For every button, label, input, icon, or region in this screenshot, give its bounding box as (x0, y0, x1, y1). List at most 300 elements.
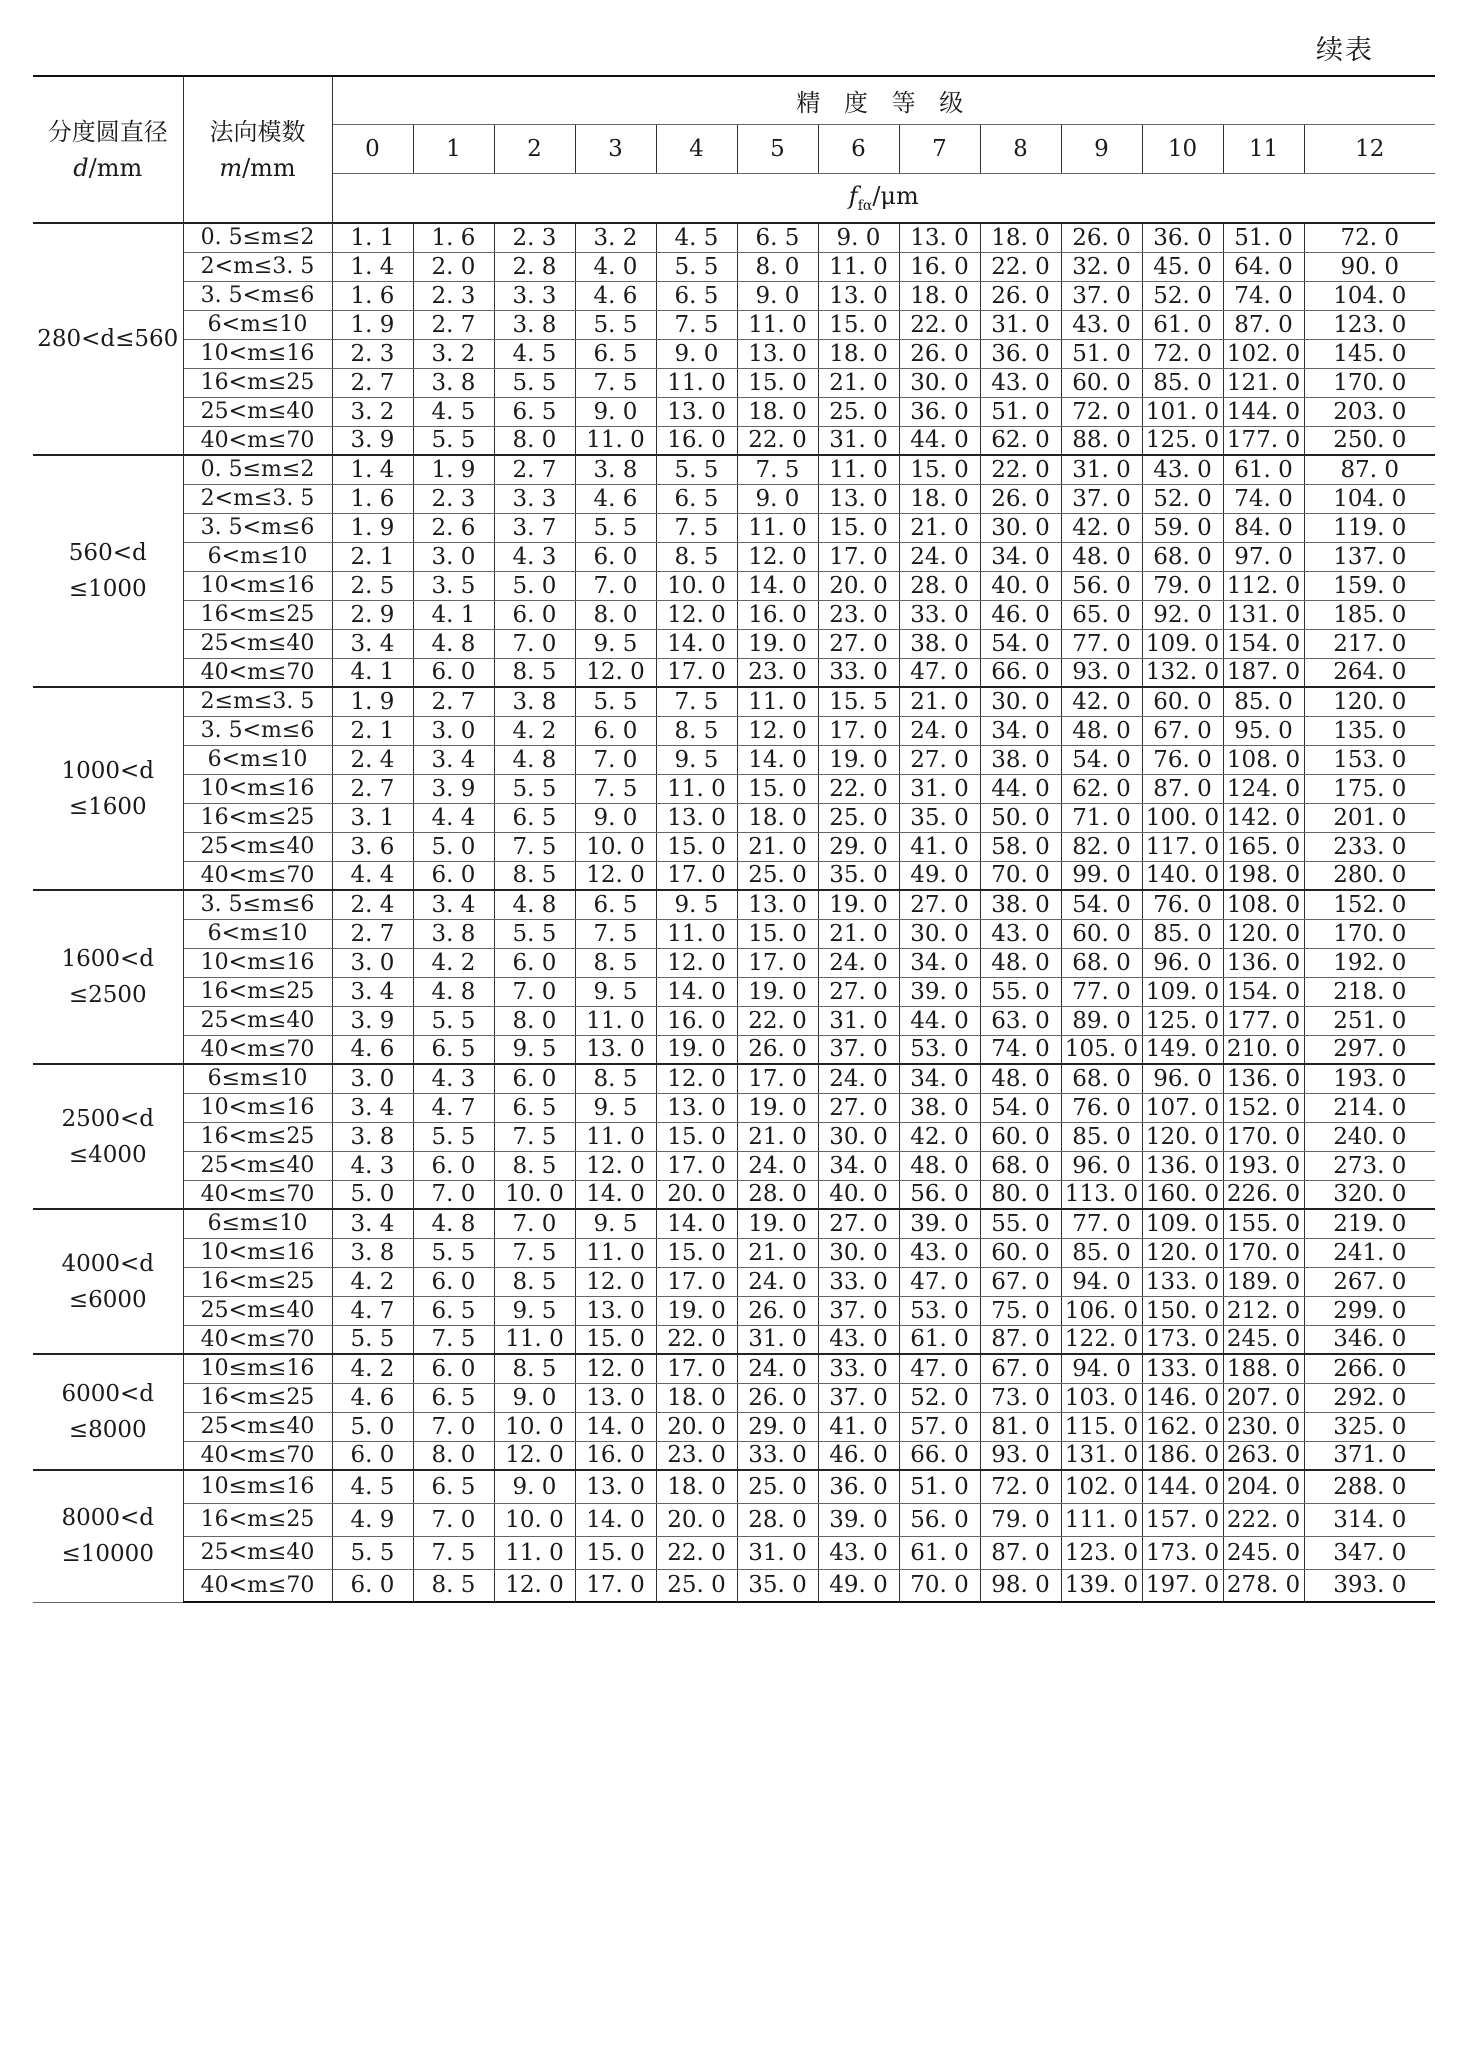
value-cell-grade-5: 11. 0 (737, 310, 818, 339)
table-row (33, 1325, 1435, 1354)
value-cell-grade-0: 1. 6 (332, 281, 413, 310)
table-row (33, 571, 1435, 600)
value-cell-grade-11: 108. 0 (1223, 890, 1304, 919)
table-row (33, 774, 1435, 803)
value-cell-grade-8: 62. 0 (980, 426, 1061, 455)
value-cell-grade-3: 17. 0 (575, 1569, 656, 1602)
table-row (33, 977, 1435, 1006)
value-cell-grade-6: 27. 0 (818, 1093, 899, 1122)
value-cell-grade-10: 109. 0 (1142, 977, 1223, 1006)
value-cell-grade-10: 96. 0 (1142, 1064, 1223, 1093)
value-cell-grade-7: 15. 0 (899, 455, 980, 484)
value-cell-grade-0: 5. 0 (332, 1180, 413, 1209)
grade-header-9: 9 (1061, 125, 1142, 174)
value-cell-grade-9: 96. 0 (1061, 1151, 1142, 1180)
value-cell-grade-7: 33. 0 (899, 600, 980, 629)
table-row (33, 1151, 1435, 1180)
value-cell-grade-11: 188. 0 (1223, 1354, 1304, 1383)
module-range-cell: 25<m≤40 (183, 1296, 332, 1325)
value-cell-grade-6: 19. 0 (818, 890, 899, 919)
value-cell-grade-1: 3. 2 (413, 339, 494, 368)
value-cell-grade-6: 21. 0 (818, 368, 899, 397)
value-cell-grade-10: 136. 0 (1142, 1151, 1223, 1180)
value-cell-grade-0: 2. 3 (332, 339, 413, 368)
value-cell-grade-4: 22. 0 (656, 1325, 737, 1354)
value-cell-grade-12: 217. 0 (1304, 629, 1435, 658)
diameter-header (33, 76, 183, 223)
value-cell-grade-1: 3. 5 (413, 571, 494, 600)
table-row (33, 368, 1435, 397)
value-cell-grade-2: 10. 0 (494, 1180, 575, 1209)
value-cell-grade-10: 173. 0 (1142, 1536, 1223, 1569)
value-cell-grade-12: 233. 0 (1304, 832, 1435, 861)
module-range-cell: 3. 5<m≤6 (183, 281, 332, 310)
value-cell-grade-8: 30. 0 (980, 513, 1061, 542)
value-cell-grade-8: 34. 0 (980, 716, 1061, 745)
value-cell-grade-6: 15. 0 (818, 513, 899, 542)
value-cell-grade-2: 2. 7 (494, 455, 575, 484)
value-cell-grade-7: 48. 0 (899, 1151, 980, 1180)
value-cell-grade-9: 77. 0 (1061, 977, 1142, 1006)
value-cell-grade-11: 226. 0 (1223, 1180, 1304, 1209)
value-cell-grade-4: 14. 0 (656, 1209, 737, 1238)
value-cell-grade-10: 76. 0 (1142, 890, 1223, 919)
value-cell-grade-5: 14. 0 (737, 571, 818, 600)
value-cell-grade-9: 56. 0 (1061, 571, 1142, 600)
value-cell-grade-12: 264. 0 (1304, 658, 1435, 687)
value-cell-grade-9: 77. 0 (1061, 629, 1142, 658)
value-cell-grade-11: 170. 0 (1223, 1238, 1304, 1267)
value-cell-grade-1: 3. 8 (413, 368, 494, 397)
value-cell-grade-3: 9. 5 (575, 629, 656, 658)
value-cell-grade-8: 54. 0 (980, 1093, 1061, 1122)
value-cell-grade-2: 6. 0 (494, 1064, 575, 1093)
diameter-range-line: ≤8000 (68, 1417, 147, 1443)
value-cell-grade-5: 18. 0 (737, 397, 818, 426)
value-cell-grade-1: 4. 2 (413, 948, 494, 977)
value-cell-grade-12: 72. 0 (1304, 223, 1435, 252)
value-cell-grade-4: 6. 5 (656, 281, 737, 310)
table-row (33, 1296, 1435, 1325)
header-row-1 (33, 76, 1435, 125)
value-cell-grade-12: 214. 0 (1304, 1093, 1435, 1122)
module-header (183, 76, 332, 223)
value-cell-grade-3: 4. 6 (575, 484, 656, 513)
value-cell-grade-6: 11. 0 (818, 252, 899, 281)
module-range-cell: 40<m≤70 (183, 658, 332, 687)
value-cell-grade-9: 77. 0 (1061, 1209, 1142, 1238)
value-cell-grade-7: 66. 0 (899, 1441, 980, 1470)
value-cell-grade-7: 61. 0 (899, 1325, 980, 1354)
value-cell-grade-11: 152. 0 (1223, 1093, 1304, 1122)
value-cell-grade-2: 3. 8 (494, 687, 575, 716)
value-cell-grade-3: 6. 0 (575, 716, 656, 745)
value-cell-grade-11: 61. 0 (1223, 455, 1304, 484)
value-cell-grade-11: 136. 0 (1223, 948, 1304, 977)
value-cell-grade-2: 6. 5 (494, 1093, 575, 1122)
value-cell-grade-2: 3. 7 (494, 513, 575, 542)
value-cell-grade-5: 28. 0 (737, 1180, 818, 1209)
value-cell-grade-0: 3. 6 (332, 832, 413, 861)
value-cell-grade-9: 65. 0 (1061, 600, 1142, 629)
value-cell-grade-3: 5. 5 (575, 513, 656, 542)
value-cell-grade-9: 115. 0 (1061, 1412, 1142, 1441)
value-cell-grade-4: 7. 5 (656, 687, 737, 716)
value-cell-grade-7: 44. 0 (899, 1006, 980, 1035)
value-cell-grade-0: 4. 7 (332, 1296, 413, 1325)
value-cell-grade-6: 9. 0 (818, 223, 899, 252)
value-cell-grade-12: 288. 0 (1304, 1470, 1435, 1503)
value-cell-grade-10: 120. 0 (1142, 1238, 1223, 1267)
value-cell-grade-8: 67. 0 (980, 1354, 1061, 1383)
value-cell-grade-9: 42. 0 (1061, 687, 1142, 716)
table-row (33, 1569, 1435, 1602)
diameter-range-line: 4000<d (61, 1250, 155, 1277)
value-cell-grade-10: 76. 0 (1142, 745, 1223, 774)
value-cell-grade-4: 7. 5 (656, 310, 737, 339)
value-cell-grade-0: 3. 1 (332, 803, 413, 832)
value-cell-grade-7: 22. 0 (899, 310, 980, 339)
value-cell-grade-6: 11. 0 (818, 455, 899, 484)
value-cell-grade-1: 5. 0 (413, 832, 494, 861)
value-cell-grade-2: 4. 5 (494, 339, 575, 368)
value-cell-grade-9: 82. 0 (1061, 832, 1142, 861)
value-cell-grade-4: 16. 0 (656, 426, 737, 455)
value-cell-grade-11: 131. 0 (1223, 600, 1304, 629)
value-cell-grade-4: 18. 0 (656, 1470, 737, 1503)
value-cell-grade-5: 26. 0 (737, 1296, 818, 1325)
value-cell-grade-3: 12. 0 (575, 658, 656, 687)
value-cell-grade-9: 43. 0 (1061, 310, 1142, 339)
value-cell-grade-12: 90. 0 (1304, 252, 1435, 281)
module-range-cell: 40<m≤70 (183, 1325, 332, 1354)
value-cell-grade-4: 6. 5 (656, 484, 737, 513)
value-cell-grade-8: 43. 0 (980, 919, 1061, 948)
table-row (33, 1503, 1435, 1536)
value-cell-grade-11: 198. 0 (1223, 861, 1304, 890)
value-cell-grade-2: 3. 3 (494, 281, 575, 310)
diameter-range-cell (33, 1354, 183, 1470)
module-range-cell: 16<m≤25 (183, 368, 332, 397)
value-cell-grade-9: 48. 0 (1061, 542, 1142, 571)
value-cell-grade-11: 210. 0 (1223, 1035, 1304, 1064)
diameter-range-line: 8000<d (61, 1505, 155, 1532)
value-cell-grade-12: 393. 0 (1304, 1569, 1435, 1602)
value-cell-grade-2: 4. 3 (494, 542, 575, 571)
value-cell-grade-3: 4. 0 (575, 252, 656, 281)
value-cell-grade-2: 4. 8 (494, 745, 575, 774)
value-cell-grade-6: 17. 0 (818, 542, 899, 571)
value-cell-grade-11: 51. 0 (1223, 223, 1304, 252)
value-cell-grade-8: 43. 0 (980, 368, 1061, 397)
module-range-cell: 25<m≤40 (183, 1536, 332, 1569)
value-cell-grade-7: 24. 0 (899, 542, 980, 571)
value-cell-grade-8: 22. 0 (980, 455, 1061, 484)
value-cell-grade-10: 87. 0 (1142, 774, 1223, 803)
value-cell-grade-12: 152. 0 (1304, 890, 1435, 919)
value-cell-grade-5: 13. 0 (737, 890, 818, 919)
value-cell-grade-2: 9. 0 (494, 1383, 575, 1412)
value-cell-grade-9: 37. 0 (1061, 484, 1142, 513)
module-range-cell: 10<m≤16 (183, 774, 332, 803)
module-range-cell: 0. 5≤m≤2 (183, 455, 332, 484)
value-cell-grade-10: 107. 0 (1142, 1093, 1223, 1122)
table-row (33, 223, 1435, 252)
value-cell-grade-6: 33. 0 (818, 658, 899, 687)
value-cell-grade-1: 6. 0 (413, 1354, 494, 1383)
value-cell-grade-11: 120. 0 (1223, 919, 1304, 948)
value-cell-grade-6: 23. 0 (818, 600, 899, 629)
value-cell-grade-5: 23. 0 (737, 658, 818, 687)
value-cell-grade-10: 125. 0 (1142, 1006, 1223, 1035)
value-cell-grade-3: 12. 0 (575, 1151, 656, 1180)
table-row (33, 1093, 1435, 1122)
value-cell-grade-0: 2. 7 (332, 919, 413, 948)
table-row (33, 542, 1435, 571)
value-cell-grade-4: 22. 0 (656, 1536, 737, 1569)
value-cell-grade-11: 136. 0 (1223, 1064, 1304, 1093)
value-cell-grade-7: 56. 0 (899, 1180, 980, 1209)
value-cell-grade-2: 8. 5 (494, 861, 575, 890)
value-cell-grade-1: 3. 4 (413, 890, 494, 919)
value-cell-grade-10: 85. 0 (1142, 368, 1223, 397)
table-row (33, 861, 1435, 890)
value-cell-grade-0: 1. 4 (332, 455, 413, 484)
value-cell-grade-8: 22. 0 (980, 252, 1061, 281)
module-range-cell: 40<m≤70 (183, 1035, 332, 1064)
value-cell-grade-12: 346. 0 (1304, 1325, 1435, 1354)
value-cell-grade-5: 33. 0 (737, 1441, 818, 1470)
value-cell-grade-0: 1. 1 (332, 223, 413, 252)
table-row (33, 1412, 1435, 1441)
module-range-cell: 10<m≤16 (183, 339, 332, 368)
module-range-cell: 6<m≤10 (183, 310, 332, 339)
value-cell-grade-5: 18. 0 (737, 803, 818, 832)
value-cell-grade-1: 4. 3 (413, 1064, 494, 1093)
value-cell-grade-9: 71. 0 (1061, 803, 1142, 832)
value-cell-grade-0: 3. 4 (332, 977, 413, 1006)
value-cell-grade-1: 6. 5 (413, 1383, 494, 1412)
value-cell-grade-7: 53. 0 (899, 1296, 980, 1325)
value-cell-grade-7: 35. 0 (899, 803, 980, 832)
value-cell-grade-9: 139. 0 (1061, 1569, 1142, 1602)
value-cell-grade-3: 9. 5 (575, 1093, 656, 1122)
value-cell-grade-6: 39. 0 (818, 1503, 899, 1536)
module-range-cell: 10<m≤16 (183, 571, 332, 600)
value-cell-grade-10: 72. 0 (1142, 339, 1223, 368)
value-cell-grade-3: 8. 5 (575, 1064, 656, 1093)
value-cell-grade-2: 5. 5 (494, 774, 575, 803)
value-cell-grade-5: 31. 0 (737, 1536, 818, 1569)
value-cell-grade-6: 43. 0 (818, 1325, 899, 1354)
module-range-cell: 6≤m≤10 (183, 1064, 332, 1093)
value-cell-grade-4: 14. 0 (656, 977, 737, 1006)
value-cell-grade-0: 3. 9 (332, 1006, 413, 1035)
value-cell-grade-1: 6. 0 (413, 861, 494, 890)
value-cell-grade-1: 6. 0 (413, 658, 494, 687)
value-cell-grade-8: 38. 0 (980, 745, 1061, 774)
value-cell-grade-1: 3. 0 (413, 716, 494, 745)
module-range-cell: 40<m≤70 (183, 426, 332, 455)
value-cell-grade-2: 8. 5 (494, 1151, 575, 1180)
value-cell-grade-3: 11. 0 (575, 1238, 656, 1267)
value-cell-grade-5: 19. 0 (737, 977, 818, 1006)
value-cell-grade-1: 5. 5 (413, 1006, 494, 1035)
value-cell-grade-12: 240. 0 (1304, 1122, 1435, 1151)
value-cell-grade-12: 170. 0 (1304, 919, 1435, 948)
value-cell-grade-7: 34. 0 (899, 948, 980, 977)
value-cell-grade-7: 42. 0 (899, 1122, 980, 1151)
diameter-range-line: ≤6000 (68, 1286, 147, 1313)
value-cell-grade-6: 27. 0 (818, 1209, 899, 1238)
value-cell-grade-5: 6. 5 (737, 223, 818, 252)
value-cell-grade-0: 1. 4 (332, 252, 413, 281)
value-unit-header: $f_{f\alpha}/\mu m$ (332, 174, 1435, 224)
value-cell-grade-10: 96. 0 (1142, 948, 1223, 977)
value-cell-grade-6: 18. 0 (818, 339, 899, 368)
module-range-cell: 25<m≤40 (183, 397, 332, 426)
value-cell-grade-11: 170. 0 (1223, 1122, 1304, 1151)
value-cell-grade-9: 85. 0 (1061, 1122, 1142, 1151)
value-cell-grade-11: 193. 0 (1223, 1151, 1304, 1180)
module-range-cell: 3. 5≤m≤6 (183, 890, 332, 919)
value-cell-grade-7: 38. 0 (899, 1093, 980, 1122)
module-range-cell: 16<m≤25 (183, 600, 332, 629)
grade-header-2: 2 (494, 125, 575, 174)
value-cell-grade-1: 4. 4 (413, 803, 494, 832)
value-cell-grade-4: 5. 5 (656, 252, 737, 281)
table-row (33, 890, 1435, 919)
module-range-cell: 6<m≤10 (183, 919, 332, 948)
value-cell-grade-8: 60. 0 (980, 1122, 1061, 1151)
value-cell-grade-7: 56. 0 (899, 1503, 980, 1536)
value-cell-grade-9: 122. 0 (1061, 1325, 1142, 1354)
value-cell-grade-11: 64. 0 (1223, 252, 1304, 281)
value-cell-grade-1: 4. 8 (413, 629, 494, 658)
value-cell-grade-0: 2. 5 (332, 571, 413, 600)
value-cell-grade-7: 70. 0 (899, 1569, 980, 1602)
table-header (33, 76, 1435, 223)
value-cell-grade-7: 38. 0 (899, 629, 980, 658)
value-cell-grade-1: 7. 0 (413, 1180, 494, 1209)
module-range-cell: 16<m≤25 (183, 1122, 332, 1151)
value-cell-grade-1: 6. 5 (413, 1296, 494, 1325)
value-cell-grade-2: 3. 8 (494, 310, 575, 339)
value-cell-grade-9: 54. 0 (1061, 745, 1142, 774)
value-cell-grade-7: 34. 0 (899, 1064, 980, 1093)
value-cell-grade-0: 2. 1 (332, 542, 413, 571)
value-cell-grade-11: 212. 0 (1223, 1296, 1304, 1325)
value-cell-grade-6: 37. 0 (818, 1383, 899, 1412)
value-cell-grade-0: 1. 9 (332, 310, 413, 339)
value-cell-grade-8: 40. 0 (980, 571, 1061, 600)
value-cell-grade-3: 12. 0 (575, 1354, 656, 1383)
value-cell-grade-2: 8. 0 (494, 426, 575, 455)
value-cell-grade-0: 5. 0 (332, 1412, 413, 1441)
value-cell-grade-9: 113. 0 (1061, 1180, 1142, 1209)
module-range-cell: 0. 5≤m≤2 (183, 223, 332, 252)
module-range-cell: 25<m≤40 (183, 832, 332, 861)
value-cell-grade-10: 101. 0 (1142, 397, 1223, 426)
value-cell-grade-1: 7. 5 (413, 1325, 494, 1354)
value-cell-grade-11: 108. 0 (1223, 745, 1304, 774)
value-cell-grade-2: 2. 3 (494, 223, 575, 252)
value-cell-grade-5: 11. 0 (737, 513, 818, 542)
value-cell-grade-4: 11. 0 (656, 919, 737, 948)
module-unit-symbol: m (219, 153, 243, 182)
value-cell-grade-11: 177. 0 (1223, 426, 1304, 455)
value-cell-grade-3: 5. 5 (575, 687, 656, 716)
value-cell-grade-3: 11. 0 (575, 426, 656, 455)
value-cell-grade-3: 9. 0 (575, 397, 656, 426)
table-row (33, 252, 1435, 281)
value-cell-grade-3: 7. 5 (575, 368, 656, 397)
value-cell-grade-10: 92. 0 (1142, 600, 1223, 629)
value-cell-grade-10: 140. 0 (1142, 861, 1223, 890)
diameter-unit-symbol: d (73, 153, 89, 182)
value-cell-grade-3: 3. 2 (575, 223, 656, 252)
value-cell-grade-12: 170. 0 (1304, 368, 1435, 397)
value-cell-grade-10: 109. 0 (1142, 1209, 1223, 1238)
value-cell-grade-11: 230. 0 (1223, 1412, 1304, 1441)
value-cell-grade-1: 6. 0 (413, 1267, 494, 1296)
table-row (33, 716, 1435, 745)
value-cell-grade-1: 2. 6 (413, 513, 494, 542)
value-cell-grade-0: 4. 6 (332, 1383, 413, 1412)
value-cell-grade-4: 17. 0 (656, 1151, 737, 1180)
value-cell-grade-0: 4. 4 (332, 861, 413, 890)
value-cell-grade-8: 67. 0 (980, 1267, 1061, 1296)
diameter-range-line: ≤4000 (68, 1141, 147, 1168)
value-cell-grade-3: 6. 5 (575, 339, 656, 368)
table-row (33, 310, 1435, 339)
grade-header-4: 4 (656, 125, 737, 174)
diameter-range-cell (33, 1064, 183, 1209)
value-cell-grade-3: 14. 0 (575, 1180, 656, 1209)
value-cell-grade-4: 15. 0 (656, 1122, 737, 1151)
value-cell-grade-11: 74. 0 (1223, 484, 1304, 513)
value-cell-grade-7: 18. 0 (899, 484, 980, 513)
value-cell-grade-9: 93. 0 (1061, 658, 1142, 687)
value-cell-grade-9: 32. 0 (1061, 252, 1142, 281)
value-cell-grade-0: 2. 4 (332, 745, 413, 774)
value-cell-grade-1: 4. 1 (413, 600, 494, 629)
value-cell-grade-1: 5. 5 (413, 1122, 494, 1151)
value-cell-grade-5: 19. 0 (737, 629, 818, 658)
value-cell-grade-8: 73. 0 (980, 1383, 1061, 1412)
value-cell-grade-10: 157. 0 (1142, 1503, 1223, 1536)
value-cell-grade-10: 117. 0 (1142, 832, 1223, 861)
value-cell-grade-4: 13. 0 (656, 397, 737, 426)
value-cell-grade-12: 292. 0 (1304, 1383, 1435, 1412)
value-cell-grade-2: 7. 5 (494, 832, 575, 861)
value-cell-grade-1: 1. 6 (413, 223, 494, 252)
value-cell-grade-9: 106. 0 (1061, 1296, 1142, 1325)
value-cell-grade-3: 12. 0 (575, 1267, 656, 1296)
value-cell-grade-10: 109. 0 (1142, 629, 1223, 658)
value-cell-grade-3: 15. 0 (575, 1325, 656, 1354)
value-cell-grade-1: 3. 9 (413, 774, 494, 803)
table-row (33, 658, 1435, 687)
value-cell-grade-6: 24. 0 (818, 1064, 899, 1093)
value-cell-grade-10: 149. 0 (1142, 1035, 1223, 1064)
value-cell-grade-8: 50. 0 (980, 803, 1061, 832)
table-row (33, 397, 1435, 426)
value-cell-grade-0: 4. 3 (332, 1151, 413, 1180)
value-cell-grade-12: 193. 0 (1304, 1064, 1435, 1093)
value-cell-grade-8: 46. 0 (980, 600, 1061, 629)
value-cell-grade-12: 120. 0 (1304, 687, 1435, 716)
